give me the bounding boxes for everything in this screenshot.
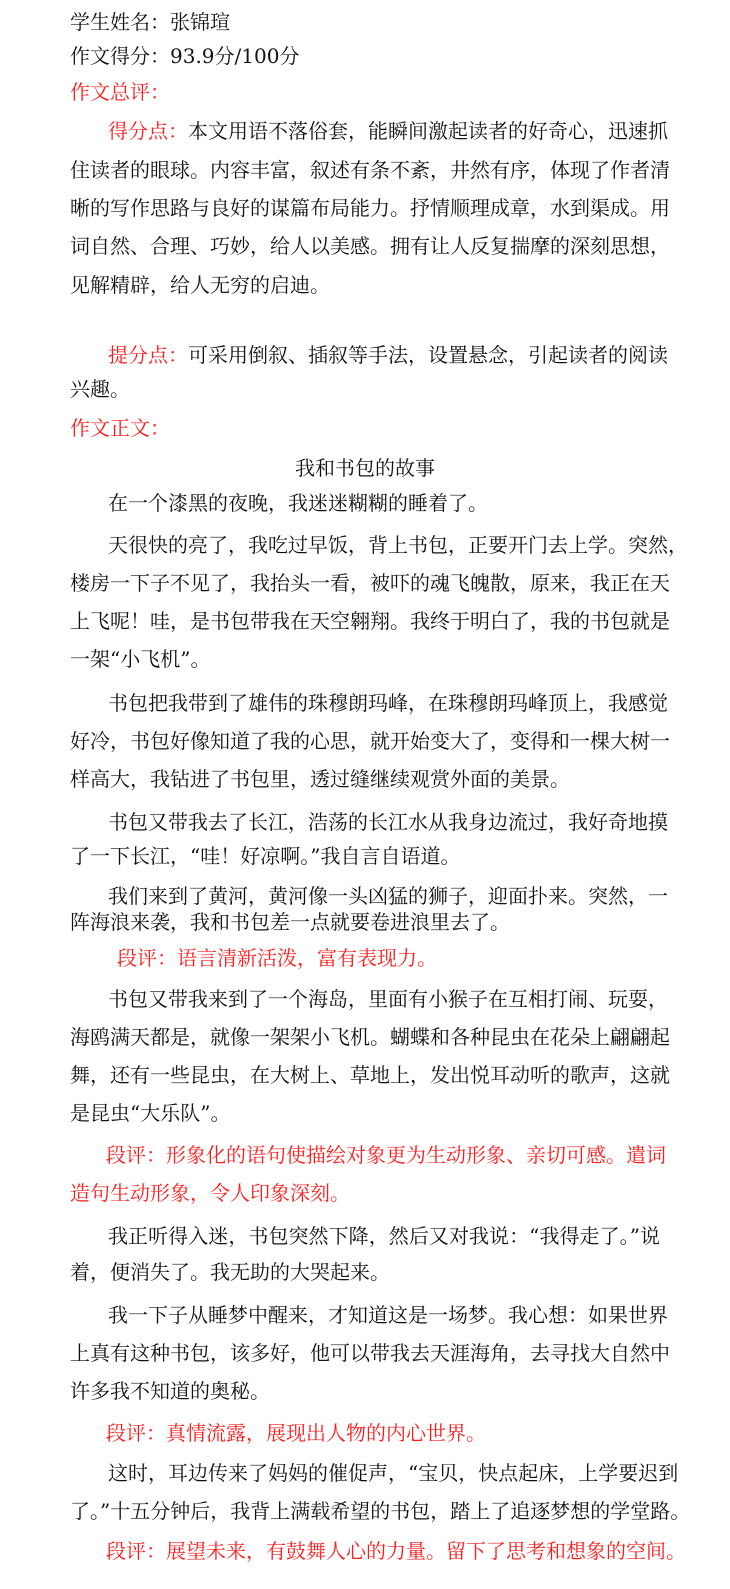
essay-line: 我正听得入迷，书包突然下降，然后又对我说：“我得走了。”说 — [108, 1224, 660, 1248]
score-line — [70, 44, 660, 68]
essay-line: 在一个漆黑的夜晚，我迷迷糊糊的睡着了。 — [108, 491, 488, 515]
merit-line — [108, 119, 668, 143]
essay-line: 上真有这种书包，该多好，他可以带我去天涯海角，去寻找大自然中 — [70, 1341, 670, 1365]
merit-line: 住读者的眼球。内容丰富，叙述有条不紊，井然有序，体现了作者清 — [70, 158, 670, 182]
paragraph-comment: 段评：语言清新活泼，富有表现力。 — [117, 946, 437, 970]
essay-title: 我和书包的故事 — [295, 456, 435, 480]
essay-line: 楼房一下子不见了，我抬头一看，被吓的魂飞魄散，原来，我正在天 — [70, 571, 670, 595]
essay-line: 我们来到了黄河，黄河像一头凶猛的狮子，迎面扑来。突然，一 — [108, 884, 668, 908]
essay-line: 海鸥满天都是，就像一架架小飞机。蝴蝶和各种昆虫在花朵上翩翩起 — [70, 1025, 670, 1049]
score-value: 93.9分/100分 — [170, 44, 300, 68]
improve-label: 提分点： — [108, 343, 188, 367]
improve-text: 可采用倒叙、插叙等手法，设置悬念，引起读者的阅读 — [188, 343, 668, 367]
essay-line: 是昆虫“大乐队”。 — [70, 1101, 231, 1125]
merit-line: 见解精辟，给人无穷的启迪。 — [70, 273, 330, 297]
essay-line: 阵海浪来袭，我和书包差一点就要卷进浪里去了。 — [70, 910, 510, 934]
merit-text: 本文用语不落俗套，能瞬间激起读者的好奇心，迅速抓 — [188, 119, 668, 143]
student-name: 张锦瑄 — [170, 10, 230, 34]
essay-line: 好冷，书包好像知道了我的心思，就开始变大了，变得和一棵大树一 — [70, 729, 670, 753]
essay-line: 书包把我带到了雄伟的珠穆朗玛峰，在珠穆朗玛峰顶上，我感觉 — [108, 691, 668, 715]
essay-line: 一架“小飞机”。 — [70, 647, 211, 671]
essay-line: 我一下子从睡梦中醒来，才知道这是一场梦。我心想：如果世界 — [108, 1303, 668, 1327]
essay-line: 天很快的亮了，我吃过早饭，背上书包，正要开门去上学。突然， — [108, 533, 688, 557]
merit-line: 词自然、合理、巧妙，给人以美感。拥有让人反复揣摩的深刻思想， — [70, 234, 670, 258]
essay-line: 上飞呢！哇，是书包带我在天空翱翔。我终于明白了，我的书包就是 — [70, 609, 670, 633]
essay-line: 了。”十五分钟后，我背上满载希望的书包，踏上了追逐梦想的学堂路。 — [70, 1499, 691, 1523]
essay-line: 书包又带我去了长江，浩荡的长江水从我身边流过，我好奇地摸 — [108, 810, 668, 834]
paragraph-comment: 造句生动形象，令人印象深刻。 — [70, 1181, 350, 1205]
essay-line: 着，便消失了。我无助的大哭起来。 — [70, 1260, 390, 1284]
paragraph-comment: 段评：形象化的语句使描绘对象更为生动形象、亲切可感。遣词 — [106, 1143, 666, 1167]
paragraph-comment: 段评：展望未来，有鼓舞人心的力量。留下了思考和想象的空间。 — [106, 1539, 686, 1563]
essay-line: 样高大，我钻进了书包里，透过缝继续观赏外面的美景。 — [70, 767, 570, 791]
essay-heading: 作文正文： — [70, 416, 170, 440]
improve-line — [108, 343, 668, 367]
essay-line: 这时，耳边传来了妈妈的催促声，“宝贝，快点起床，上学要迟到 — [108, 1461, 679, 1485]
paragraph-comment: 段评：真情流露，展现出人物的内心世界。 — [106, 1421, 486, 1445]
essay-line: 书包又带我来到了一个海岛，里面有小猴子在互相打闹、玩耍， — [108, 987, 668, 1011]
improve-line: 兴趣。 — [70, 377, 130, 401]
student-name-line — [70, 10, 660, 34]
essay-line: 舞，还有一些昆虫，在大树上、草地上，发出悦耳动听的歌声，这就 — [70, 1063, 670, 1087]
merit-label: 得分点： — [108, 119, 188, 143]
essay-line: 许多我不知道的奥秘。 — [70, 1379, 270, 1403]
overall-heading: 作文总评： — [70, 80, 170, 104]
score-label: 作文得分： — [70, 44, 170, 68]
essay-line: 了一下长江，“哇！好凉啊。”我自言自语道。 — [70, 844, 461, 868]
merit-line: 晰的写作思路与良好的谋篇布局能力。抒情顺理成章，水到渠成。用 — [70, 196, 670, 220]
student-label: 学生姓名： — [70, 10, 170, 34]
